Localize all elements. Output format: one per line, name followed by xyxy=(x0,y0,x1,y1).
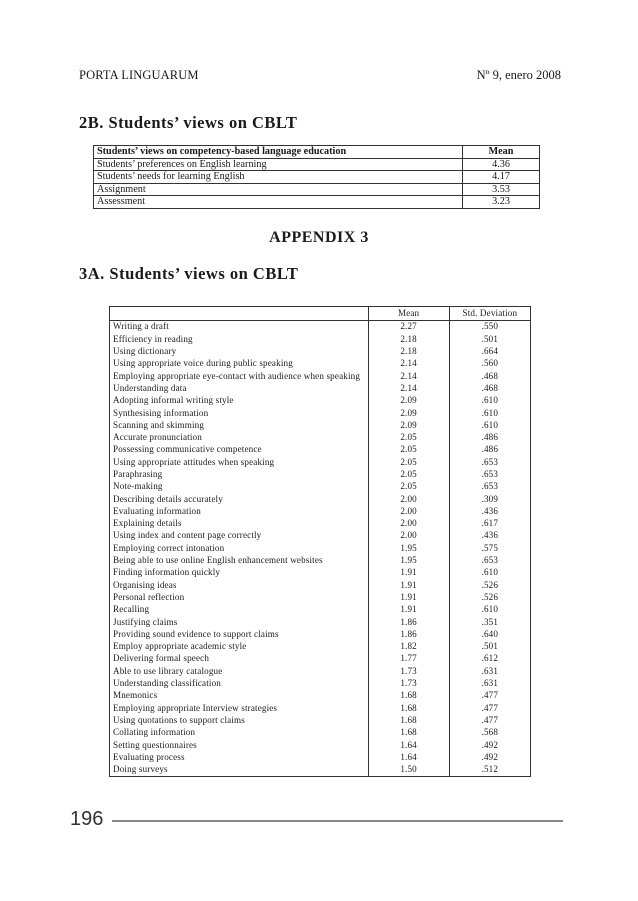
row-mean: 1.95 xyxy=(368,542,449,554)
row-label: Understanding classification xyxy=(113,678,221,689)
row-mean: 2.05 xyxy=(368,481,449,493)
column-header-label: Students’ views on competency-based language education xyxy=(94,146,463,159)
table-row xyxy=(110,739,531,751)
row-label: Using dictionary xyxy=(113,346,177,357)
row-mean: 2.05 xyxy=(368,469,449,481)
journal-rest-1: ORTA xyxy=(86,68,122,82)
row-std-deviation: .436 xyxy=(449,530,530,542)
table-row xyxy=(110,628,531,640)
section-2b-title: 2B. Students’ views on CBLT xyxy=(79,113,298,132)
row-std-deviation: .653 xyxy=(449,481,530,493)
table-row xyxy=(110,604,531,616)
row-label: Collating information xyxy=(113,727,196,738)
row-std-deviation: .617 xyxy=(449,518,530,530)
row-mean: 2.09 xyxy=(368,419,449,431)
row-std-deviation: .653 xyxy=(449,456,530,468)
row-label: Using index and content page correctly xyxy=(113,530,262,541)
row-label: Justifying claims xyxy=(113,616,178,627)
row-std-deviation: .351 xyxy=(449,616,530,628)
row-mean: 1.86 xyxy=(368,628,449,640)
row-mean: 2.00 xyxy=(368,518,449,530)
row-std-deviation: .492 xyxy=(449,751,530,763)
row-label: Synthesising information xyxy=(113,407,209,418)
row-label: Personal reflection xyxy=(113,591,185,602)
row-std-deviation: .631 xyxy=(449,678,530,690)
row-label: Describing details accurately xyxy=(113,493,223,504)
row-mean: 3.53 xyxy=(463,183,540,196)
row-mean: 2.05 xyxy=(368,444,449,456)
row-std-deviation: .610 xyxy=(449,567,530,579)
row-label: Mnemonics xyxy=(113,690,158,701)
row-std-deviation: .309 xyxy=(449,493,530,505)
row-mean: 2.09 xyxy=(368,407,449,419)
table-row xyxy=(110,641,531,653)
row-label: Paraphrasing xyxy=(113,469,163,479)
table-row xyxy=(110,616,531,628)
row-std-deviation: .526 xyxy=(449,592,530,604)
table-row xyxy=(110,346,531,358)
row-std-deviation: .664 xyxy=(449,346,530,358)
row-label: Able to use library catalogue xyxy=(113,665,223,676)
row-std-deviation: .492 xyxy=(449,739,530,751)
row-label: Employing correct intonation xyxy=(113,542,225,553)
row-mean: 2.09 xyxy=(368,395,449,407)
table-header-row xyxy=(94,146,540,159)
row-mean: 1.91 xyxy=(368,579,449,591)
row-std-deviation: .610 xyxy=(449,604,530,616)
row-label: Adopting informal writing style xyxy=(113,395,234,406)
table-row xyxy=(110,567,531,579)
row-label: Possessing communicative competence xyxy=(113,444,262,455)
cblt-summary-table xyxy=(93,145,540,209)
row-std-deviation: .550 xyxy=(449,321,530,334)
column-header-mean: Mean xyxy=(368,307,449,321)
row-label: Efficiency in reading xyxy=(113,333,193,344)
cblt-skills-table xyxy=(109,306,531,777)
row-mean: 1.50 xyxy=(368,764,449,777)
table-row xyxy=(110,469,531,481)
table-row xyxy=(110,690,531,702)
row-mean: 2.27 xyxy=(368,321,449,334)
row-std-deviation: .631 xyxy=(449,665,530,677)
table-row xyxy=(110,358,531,370)
table-row xyxy=(110,456,531,468)
row-std-deviation: .610 xyxy=(449,395,530,407)
row-std-deviation: .486 xyxy=(449,444,530,456)
column-header-label xyxy=(110,307,369,321)
row-mean: 1.64 xyxy=(368,739,449,751)
row-mean: 1.68 xyxy=(368,690,449,702)
row-std-deviation: .477 xyxy=(449,690,530,702)
table-row xyxy=(110,419,531,431)
table-row xyxy=(94,171,540,184)
table-row xyxy=(110,542,531,554)
row-label: Being able to use online English enhancement websites xyxy=(113,555,323,566)
row-mean: 1.86 xyxy=(368,616,449,628)
journal-initial-1: P xyxy=(79,68,87,82)
table-row xyxy=(110,665,531,677)
row-label: Understanding data xyxy=(113,382,187,393)
row-mean: 1.91 xyxy=(368,567,449,579)
footer-rule xyxy=(112,820,563,822)
page-number: 196 xyxy=(70,808,104,830)
table-row xyxy=(110,382,531,394)
row-label: Employing appropriate eye-contact with audience when speaking xyxy=(113,370,361,381)
row-mean: 2.18 xyxy=(368,333,449,345)
running-header-journal xyxy=(79,68,199,83)
table-row xyxy=(110,444,531,456)
table-row xyxy=(110,702,531,714)
row-mean: 1.68 xyxy=(368,727,449,739)
table-row xyxy=(110,493,531,505)
journal-rest-2: INGUARUM xyxy=(129,68,199,82)
row-label: Employing appropriate Interview strategies xyxy=(113,702,278,713)
row-mean: 4.36 xyxy=(463,158,540,171)
row-label: Accurate pronunciation xyxy=(113,432,202,443)
row-mean: 1.64 xyxy=(368,751,449,763)
row-mean: 1.73 xyxy=(368,665,449,677)
table-header-row xyxy=(110,307,531,321)
table-row xyxy=(110,530,531,542)
row-std-deviation: .560 xyxy=(449,358,530,370)
row-mean: 2.00 xyxy=(368,505,449,517)
table-row xyxy=(110,555,531,567)
row-std-deviation: .612 xyxy=(449,653,530,665)
section-3a-title: 3A. Students’ views on CBLT xyxy=(79,264,299,283)
table-row xyxy=(110,764,531,777)
row-std-deviation: .468 xyxy=(449,382,530,394)
table-row xyxy=(94,183,540,196)
column-header-std-deviation: Std. Deviation xyxy=(449,307,530,321)
row-mean: 1.95 xyxy=(368,555,449,567)
row-std-deviation: .653 xyxy=(449,555,530,567)
table-row xyxy=(110,678,531,690)
row-mean: 1.68 xyxy=(368,715,449,727)
row-std-deviation: .568 xyxy=(449,727,530,739)
table-row xyxy=(110,407,531,419)
row-mean: 1.77 xyxy=(368,653,449,665)
row-std-deviation: .610 xyxy=(449,419,530,431)
row-label: Finding information quickly xyxy=(113,567,221,578)
row-label: Recalling xyxy=(113,604,150,615)
row-label: Employ appropriate academic style xyxy=(113,641,247,652)
running-header-issue: Nº 9, enero 2008 xyxy=(476,68,561,82)
table-row xyxy=(110,321,531,334)
table-row xyxy=(110,715,531,727)
row-label: Organising ideas xyxy=(113,579,177,590)
row-mean: 1.91 xyxy=(368,592,449,604)
table-row xyxy=(94,196,540,209)
row-std-deviation: .436 xyxy=(449,505,530,517)
row-std-deviation: .610 xyxy=(449,407,530,419)
row-label: Students’ needs for learning English xyxy=(94,171,463,184)
row-mean: 1.68 xyxy=(368,702,449,714)
row-std-deviation: .526 xyxy=(449,579,530,591)
table-row xyxy=(110,395,531,407)
row-std-deviation: .486 xyxy=(449,432,530,444)
row-label: Using appropriate attitudes when speaking xyxy=(113,456,275,467)
row-label: Scanning and skimming xyxy=(113,419,205,430)
row-label: Note-making xyxy=(113,481,163,492)
row-mean: 2.05 xyxy=(368,432,449,444)
row-mean: 2.14 xyxy=(368,382,449,394)
row-std-deviation: .640 xyxy=(449,628,530,640)
table-row xyxy=(110,592,531,604)
row-std-deviation: .501 xyxy=(449,641,530,653)
table-row xyxy=(110,653,531,665)
row-label: Assessment xyxy=(94,196,463,209)
table-row xyxy=(110,579,531,591)
row-std-deviation: .468 xyxy=(449,370,530,382)
row-label: Writing a draft xyxy=(113,321,169,332)
row-mean: 1.73 xyxy=(368,678,449,690)
row-std-deviation: .512 xyxy=(449,764,530,777)
row-label: Students’ preferences on English learning xyxy=(94,158,463,171)
journal-initial-2: L xyxy=(121,68,130,82)
row-std-deviation: .575 xyxy=(449,542,530,554)
table-row xyxy=(110,333,531,345)
row-label: Doing surveys xyxy=(113,764,168,775)
row-label: Delivering formal speech xyxy=(113,653,210,664)
table-row xyxy=(110,370,531,382)
row-mean: 1.91 xyxy=(368,604,449,616)
table-row xyxy=(110,751,531,763)
row-label: Using quotations to support claims xyxy=(113,714,245,725)
table-row xyxy=(110,727,531,739)
row-mean: 2.00 xyxy=(368,530,449,542)
row-label: Evaluating process xyxy=(113,751,185,762)
appendix-title: APPENDIX 3 xyxy=(269,229,369,246)
row-mean: 2.05 xyxy=(368,456,449,468)
table-row xyxy=(94,158,540,171)
row-mean: 1.82 xyxy=(368,641,449,653)
row-mean: 4.17 xyxy=(463,171,540,184)
row-mean: 2.14 xyxy=(368,358,449,370)
row-label: Assignment xyxy=(94,183,463,196)
row-label: Providing sound evidence to support claims xyxy=(113,628,279,639)
table-row xyxy=(110,518,531,530)
row-std-deviation: .653 xyxy=(449,469,530,481)
row-std-deviation: .501 xyxy=(449,333,530,345)
row-label: Using appropriate voice during public speaking xyxy=(113,358,293,369)
row-label: Setting questionnaires xyxy=(113,739,197,750)
table-row xyxy=(110,505,531,517)
row-mean: 2.00 xyxy=(368,493,449,505)
row-mean: 2.18 xyxy=(368,346,449,358)
row-label: Evaluating information xyxy=(113,505,201,516)
row-mean: 3.23 xyxy=(463,196,540,209)
row-label: Explaining details xyxy=(113,518,182,529)
row-mean: 2.14 xyxy=(368,370,449,382)
table-row xyxy=(110,432,531,444)
table-row xyxy=(110,481,531,493)
column-header-mean: Mean xyxy=(463,146,540,159)
row-std-deviation: .477 xyxy=(449,702,530,714)
row-std-deviation: .477 xyxy=(449,715,530,727)
